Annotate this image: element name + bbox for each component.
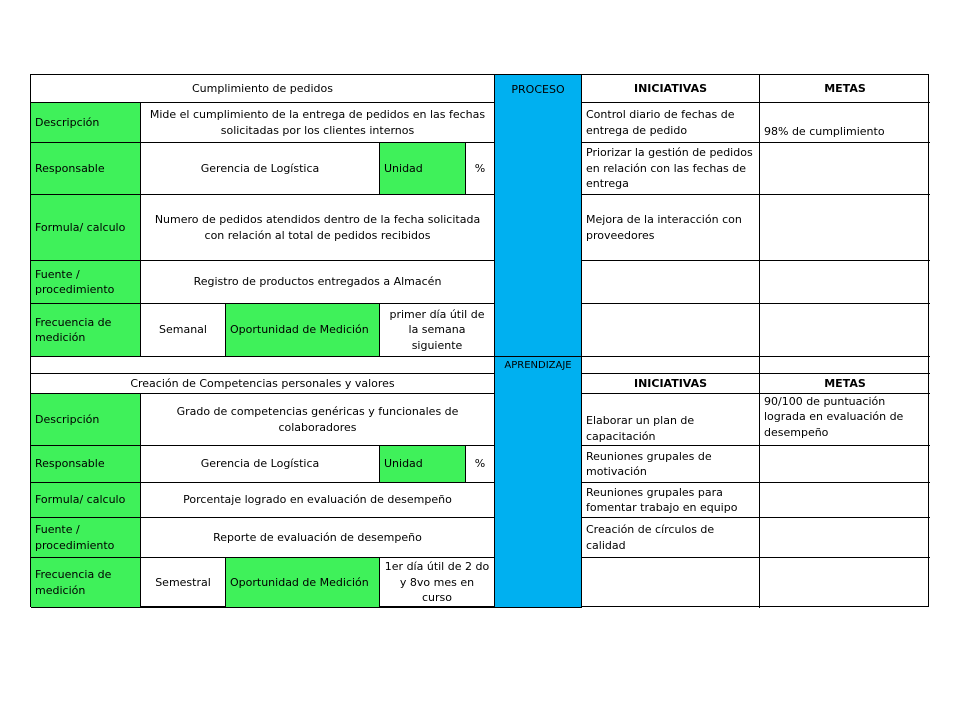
oportunidad-value: 1er día útil de 2 do y 8vo mes en curso (380, 558, 495, 608)
frecuencia-label: Frecuencia de medición (31, 304, 141, 357)
formula-label: Formula/ calculo (31, 483, 141, 518)
initiative-item: Elaborar un plan de capacitación (582, 394, 760, 446)
initiative-empty (582, 558, 760, 608)
initiative-item: Reuniones grupales para fomentar trabajo en equipo (582, 483, 760, 518)
oportunidad-label: Oportunidad de Medición (226, 304, 380, 357)
responsable-value: Gerencia de Logística (141, 143, 380, 195)
separator-row (31, 357, 495, 374)
perspective-aprendizaje: APRENDIZAJE (495, 357, 582, 374)
meta-empty (760, 446, 930, 483)
meta-item: 90/100 de puntuación lograda en evaluación de desempeño (760, 394, 930, 446)
fuente-value: Registro de productos entregados a Almacén (141, 261, 495, 304)
initiative-item: Reuniones grupales de motivación (582, 446, 760, 483)
frecuencia-value: Semestral (141, 558, 226, 608)
meta-empty (760, 558, 930, 608)
meta-empty (760, 195, 930, 261)
meta-empty (760, 518, 930, 558)
unidad-value: % (466, 143, 495, 195)
meta-empty (760, 261, 930, 304)
section2-title: Creación de Competencias personales y valores (31, 374, 495, 394)
initiative-item: Creación de círculos de calidad (582, 518, 760, 558)
descripcion-label: Descripción (31, 394, 141, 446)
fuente-value: Reporte de evaluación de desempeño (141, 518, 495, 558)
meta-empty (760, 143, 930, 195)
meta-empty (760, 357, 930, 374)
indicator-table (30, 74, 929, 607)
meta-empty (760, 483, 930, 518)
initiative-item: Control diario de fechas de entrega de pedido (582, 103, 760, 143)
perspective-aprendizaje-fill (495, 374, 582, 608)
formula-value: Numero de pedidos atendidos dentro de la fecha solicitada con relación al total de pedidos recibidos (141, 195, 495, 261)
responsable-label: Responsable (31, 446, 141, 483)
descripcion-value: Grado de competencias genéricas y funcionales de colaboradores (141, 394, 495, 446)
metas-header: METAS (760, 374, 930, 394)
unidad-label: Unidad (380, 446, 466, 483)
frecuencia-label: Frecuencia de medición (31, 558, 141, 608)
fuente-label: Fuente / procedimiento (31, 518, 141, 558)
metas-header: METAS (760, 75, 930, 103)
responsable-label: Responsable (31, 143, 141, 195)
oportunidad-label: Oportunidad de Medición (226, 558, 380, 608)
unidad-value: % (466, 446, 495, 483)
unidad-label: Unidad (380, 143, 466, 195)
perspective-proceso: PROCESO (495, 75, 582, 357)
frecuencia-value: Semanal (141, 304, 226, 357)
fuente-label: Fuente / procedimiento (31, 261, 141, 304)
initiative-empty (582, 304, 760, 357)
meta-empty (760, 304, 930, 357)
initiative-empty (582, 357, 760, 374)
iniciativas-header: INICIATIVAS (582, 75, 760, 103)
initiative-item: Priorizar la gestión de pedidos en relación con las fechas de entrega (582, 143, 760, 195)
formula-value: Porcentaje logrado en evaluación de desempeño (141, 483, 495, 518)
formula-label: Formula/ calculo (31, 195, 141, 261)
initiative-empty (582, 261, 760, 304)
iniciativas-header: INICIATIVAS (582, 374, 760, 394)
descripcion-value: Mide el cumplimiento de la entrega de pedidos en las fechas solicitadas por los clientes internos (141, 103, 495, 143)
meta-item: 98% de cumplimiento (760, 103, 930, 143)
section1-title: Cumplimiento de pedidos (31, 75, 495, 103)
initiative-item: Mejora de la interacción con proveedores (582, 195, 760, 261)
responsable-value: Gerencia de Logística (141, 446, 380, 483)
oportunidad-value: primer día útil de la semana siguiente (380, 304, 495, 357)
descripcion-label: Descripción (31, 103, 141, 143)
